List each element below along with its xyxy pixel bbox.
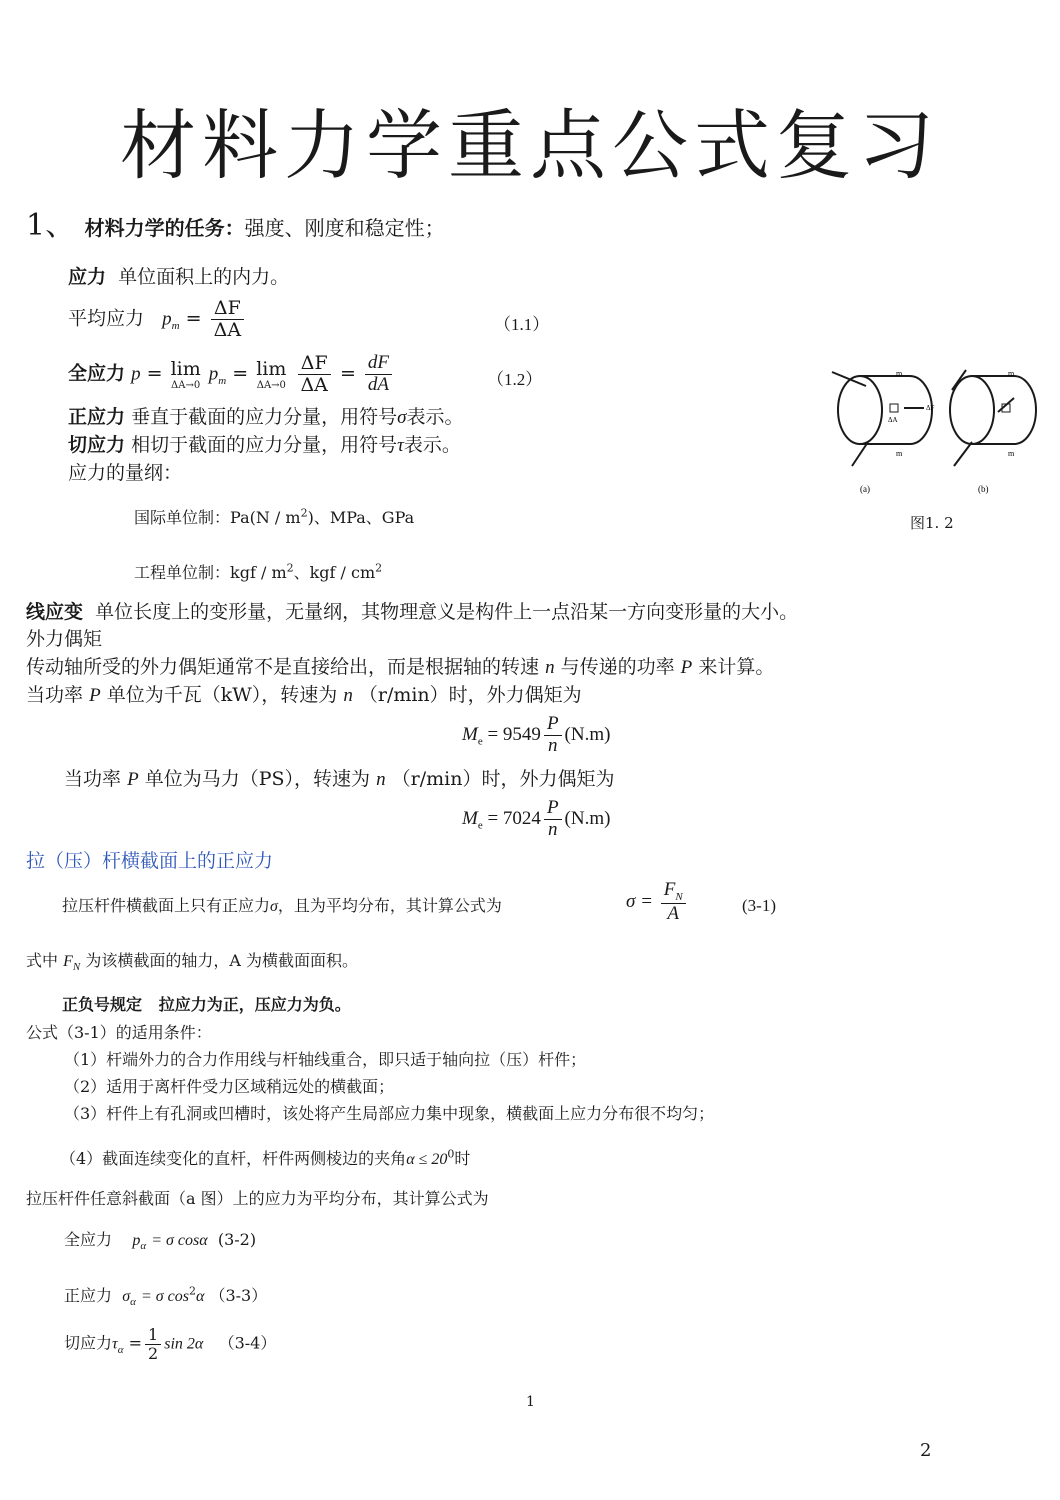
avg-stress-lhs: p bbox=[162, 308, 172, 330]
fn-desc-b: 为该横截面的轴力，A 为横截面面积。 bbox=[85, 951, 358, 970]
sign-rule-text: 拉应力为正，压应力为负。 bbox=[158, 995, 351, 1014]
fn-desc-f: F bbox=[63, 953, 73, 970]
page-number-2: 2 bbox=[920, 1440, 932, 1461]
eq34-den: 2 bbox=[148, 1343, 159, 1363]
equation-3-2 bbox=[64, 1227, 256, 1252]
figure-caption: 图1. 2 bbox=[910, 514, 954, 532]
m-label-2: m bbox=[896, 449, 903, 458]
eq-number-3-1: (3-1) bbox=[742, 896, 776, 915]
formula-31-fraction bbox=[661, 880, 686, 925]
eq32-number: (3-2) bbox=[217, 1230, 257, 1249]
avg-stress-den: ΔA bbox=[213, 318, 242, 341]
formula-kw-sub: e bbox=[477, 735, 483, 748]
sign-rule bbox=[62, 992, 351, 1015]
full-stress-den2: dA bbox=[367, 373, 390, 395]
full-stress-fraction-1 bbox=[297, 353, 330, 396]
si-units-text: Pa(N / m bbox=[230, 508, 301, 527]
eq34-num: 1 bbox=[145, 1326, 161, 1345]
stress-figure bbox=[822, 362, 1042, 502]
couple-description bbox=[26, 656, 774, 680]
couple-desc-b: 与传递的功率 bbox=[560, 656, 675, 678]
linear-strain-label: 线应变 bbox=[26, 601, 84, 623]
dimension-label: 应力的量纲： bbox=[68, 462, 183, 484]
eq33-rhs: = σ cos bbox=[140, 1288, 189, 1305]
delta-a-label: ΔA bbox=[888, 416, 898, 424]
ps-case-c: （r/min）时，外力偶矩为 bbox=[391, 768, 615, 790]
eng-units-sup2: 2 bbox=[375, 561, 383, 575]
tension-sigma: σ bbox=[270, 898, 278, 915]
section-label: 材料力学的任务： bbox=[84, 216, 245, 240]
ps-case-a: 当功率 bbox=[64, 768, 122, 790]
formula-ps-fraction bbox=[544, 798, 562, 841]
eq33-label: 正应力 bbox=[64, 1286, 113, 1305]
figure-label-b: (b) bbox=[978, 484, 989, 494]
condition-item-2: （2）适用于离杆件受力区域稍远处的横截面； bbox=[64, 1077, 395, 1096]
shear-stress-label: 切应力 bbox=[68, 434, 126, 456]
figure-label-a: (a) bbox=[860, 484, 870, 494]
condition4-sym: α ≤ 20 bbox=[406, 1151, 448, 1168]
avg-stress-label: 平均应力 bbox=[68, 307, 145, 330]
formula-31-lhs: σ = bbox=[626, 890, 653, 912]
eq34-label: 切应力 bbox=[64, 1333, 113, 1353]
formula-kw-fraction bbox=[544, 714, 562, 757]
avg-stress-lhs-sub: m bbox=[171, 320, 180, 333]
formula-ps-den: n bbox=[547, 818, 558, 840]
limit-2-text: lim bbox=[256, 357, 287, 380]
m-label-1: m bbox=[896, 369, 903, 378]
limit-1 bbox=[171, 358, 201, 391]
eq34-sub: α bbox=[117, 1343, 124, 1356]
tau-symbol: τ bbox=[397, 435, 404, 456]
formula-kw-den: n bbox=[547, 734, 558, 756]
kw-case-p: P bbox=[89, 685, 101, 706]
formula-ps-unit: (N.m) bbox=[564, 807, 611, 829]
formula-ps-num: P bbox=[544, 798, 562, 820]
full-stress-formula: 全应力 p = lim ΔA→0 $p_m$ = lim ΔA→0 $\frac{\Delta F}{\Delta A}$ = $\frac{dF}{dA}$ bbox=[68, 353, 395, 396]
tension-desc-b: ，且为平均分布，其计算公式为 bbox=[277, 896, 502, 915]
condition-item-4 bbox=[60, 1146, 470, 1169]
stress-text: 单位面积上的内力。 bbox=[118, 266, 290, 288]
sign-rule-label: 正负号规定 bbox=[62, 995, 143, 1014]
tension-heading: 拉（压）杆横截面上的正应力 bbox=[26, 850, 274, 872]
limit-1-sub: ΔA→0 bbox=[171, 379, 201, 391]
section-1-heading bbox=[26, 200, 445, 244]
formula-kw-lhs: M bbox=[462, 723, 478, 745]
eq33-rhs-b: α bbox=[195, 1288, 205, 1305]
formula-ps-coef: = 7024 bbox=[487, 807, 541, 829]
delta-f-label: ΔF bbox=[926, 404, 935, 412]
si-units-label: 国际单位制： bbox=[134, 508, 231, 527]
eq33-sub: α bbox=[130, 1296, 136, 1309]
section-number: 1、 bbox=[26, 208, 76, 243]
formula-kw-num: P bbox=[544, 714, 562, 736]
linear-strain-definition bbox=[26, 601, 798, 624]
full-stress-fraction-2 bbox=[365, 353, 392, 396]
eq34-fraction bbox=[145, 1326, 161, 1362]
formula-31-num-sub: N bbox=[675, 890, 683, 903]
equation-3-4 bbox=[64, 1326, 276, 1362]
formula-31-num-wrap bbox=[661, 880, 686, 904]
formula-kw bbox=[462, 714, 610, 757]
eng-units-label: 工程单位制： bbox=[134, 563, 231, 582]
engineering-units bbox=[134, 560, 382, 583]
eng-units-sup1: 2 bbox=[286, 561, 294, 575]
tension-description bbox=[62, 893, 502, 916]
condition4-a: （4）截面连续变化的直杆，杆件两侧棱边的夹角 bbox=[60, 1149, 407, 1168]
eq34-lhs: τ bbox=[112, 1335, 118, 1353]
eq34-rhs: sin 2α bbox=[164, 1335, 204, 1353]
couple-desc-a: 传动轴所受的外力偶矩通常不是直接给出，而是根据轴的转速 bbox=[26, 656, 540, 678]
ps-case-b: 单位为马力（PS），转速为 bbox=[144, 768, 371, 790]
axial-force-description bbox=[26, 948, 358, 973]
eq33-sup: 2 bbox=[188, 1284, 196, 1298]
oblique-description: 拉压杆件任意斜截面（a 图）上的应力为平均分布，其计算公式为 bbox=[26, 1189, 489, 1208]
page-title: 材料力学重点公式复习 bbox=[120, 101, 940, 190]
eng-units-text-b: 、kgf / cm bbox=[293, 563, 376, 582]
shear-stress-text-a: 相切于截面的应力分量，用符号 bbox=[131, 434, 398, 456]
formula-kw-unit: (N.m) bbox=[564, 723, 611, 745]
normal-stress-label: 正应力 bbox=[68, 406, 126, 428]
formula-ps bbox=[462, 798, 610, 841]
external-couple-heading: 外力偶矩 bbox=[26, 628, 103, 650]
full-stress-pm-sub: m bbox=[218, 375, 227, 388]
cylinder-diagram-icon bbox=[822, 362, 1042, 502]
eq33-number: （3-3） bbox=[209, 1286, 268, 1305]
full-stress-label: 全应力 bbox=[68, 362, 126, 385]
avg-stress-formula: 平均应力 $p_m$ = $\frac{\Delta F}{\Delta A}$ bbox=[68, 298, 247, 341]
full-stress-num1: ΔF bbox=[298, 353, 331, 375]
full-stress-p: p bbox=[131, 363, 141, 385]
condition4-b: 时 bbox=[454, 1149, 471, 1168]
eq32-sub: α bbox=[140, 1240, 147, 1253]
normal-stress-text-a: 垂直于截面的应力分量，用符号 bbox=[131, 406, 398, 428]
eq32-lhs: p bbox=[132, 1232, 141, 1249]
shear-stress-definition bbox=[68, 434, 461, 458]
couple-desc-p: P bbox=[680, 657, 693, 678]
m-label-3: m bbox=[1008, 369, 1015, 378]
shear-stress-text-b: 表示。 bbox=[403, 434, 461, 456]
stress-definition bbox=[68, 266, 289, 289]
sigma-symbol: σ bbox=[397, 407, 407, 428]
eq34-number: （3-4） bbox=[218, 1333, 277, 1353]
formula-3-1 bbox=[626, 880, 689, 925]
full-stress-num2: dF bbox=[365, 353, 392, 375]
kw-case-text bbox=[26, 684, 582, 708]
tension-desc-a: 拉压杆件横截面上只有正应力 bbox=[62, 896, 271, 915]
m-label-4: m bbox=[1008, 449, 1015, 458]
kw-case-b: 单位为千瓦（kW），转速为 bbox=[106, 684, 338, 706]
fn-desc-a: 式中 bbox=[26, 951, 59, 970]
stress-label: 应力 bbox=[68, 266, 107, 288]
conditions-title: 公式（3-1）的适用条件： bbox=[26, 1023, 212, 1042]
couple-desc-n: n bbox=[545, 657, 555, 678]
kw-case-a: 当功率 bbox=[26, 684, 84, 706]
formula-kw-coef: = 9549 bbox=[487, 723, 541, 745]
ps-case-p: P bbox=[127, 769, 139, 790]
eng-units-text-a: kgf / m bbox=[230, 563, 287, 582]
ps-case-n: n bbox=[376, 769, 386, 790]
formula-ps-lhs: M bbox=[462, 807, 478, 829]
couple-desc-c: 来计算。 bbox=[698, 656, 775, 678]
equation-3-3 bbox=[64, 1283, 267, 1308]
limit-2 bbox=[256, 358, 286, 391]
formula-ps-sub: e bbox=[477, 819, 483, 832]
limit-2-sub: ΔA→0 bbox=[256, 379, 286, 391]
section-text: 强度、刚度和稳定性； bbox=[244, 216, 445, 240]
condition-item-1: （1）杆端外力的合力作用线与杆轴线重合，即只适于轴向拉（压）杆件； bbox=[64, 1050, 587, 1069]
eq32-rhs: = σ cosα bbox=[151, 1232, 208, 1249]
formula-31-num: F bbox=[663, 879, 676, 900]
eq-number-1-1: （1.1） bbox=[494, 315, 550, 334]
page-number-1: 1 bbox=[526, 1394, 535, 1410]
full-stress-den1: ΔA bbox=[300, 373, 328, 396]
ps-case-text bbox=[64, 768, 614, 792]
condition-item-3: （3）杆件上有孔洞或凹槽时，该处将产生局部应力集中现象，横截面上应力分布很不均匀； bbox=[64, 1104, 715, 1123]
normal-stress-text-b: 表示。 bbox=[406, 406, 464, 428]
full-stress-pm: p bbox=[208, 363, 219, 385]
kw-case-c: （r/min）时，外力偶矩为 bbox=[358, 684, 582, 706]
eq32-label: 全应力 bbox=[64, 1230, 113, 1249]
eq33-lhs: σ bbox=[122, 1288, 131, 1305]
eq34-eq: = bbox=[128, 1333, 143, 1353]
si-units-text-b: )、MPa、GPa bbox=[307, 508, 415, 527]
condition4-sup: 0 bbox=[447, 1147, 455, 1161]
avg-stress-fraction bbox=[211, 298, 244, 341]
avg-stress-num: ΔF bbox=[211, 298, 244, 320]
si-units bbox=[134, 505, 414, 528]
formula-31-den: A bbox=[667, 902, 679, 924]
kw-case-n: n bbox=[343, 685, 353, 706]
si-units-sup: 2 bbox=[300, 506, 308, 520]
linear-strain-text: 单位长度上的变形量，无量纲，其物理意义是构件上一点沿某一方向变形量的大小。 bbox=[95, 601, 799, 623]
limit-1-text: lim bbox=[170, 357, 201, 380]
fn-desc-sub: N bbox=[72, 961, 81, 974]
eq-number-1-2: （1.2） bbox=[487, 370, 543, 389]
normal-stress-definition bbox=[68, 406, 463, 430]
